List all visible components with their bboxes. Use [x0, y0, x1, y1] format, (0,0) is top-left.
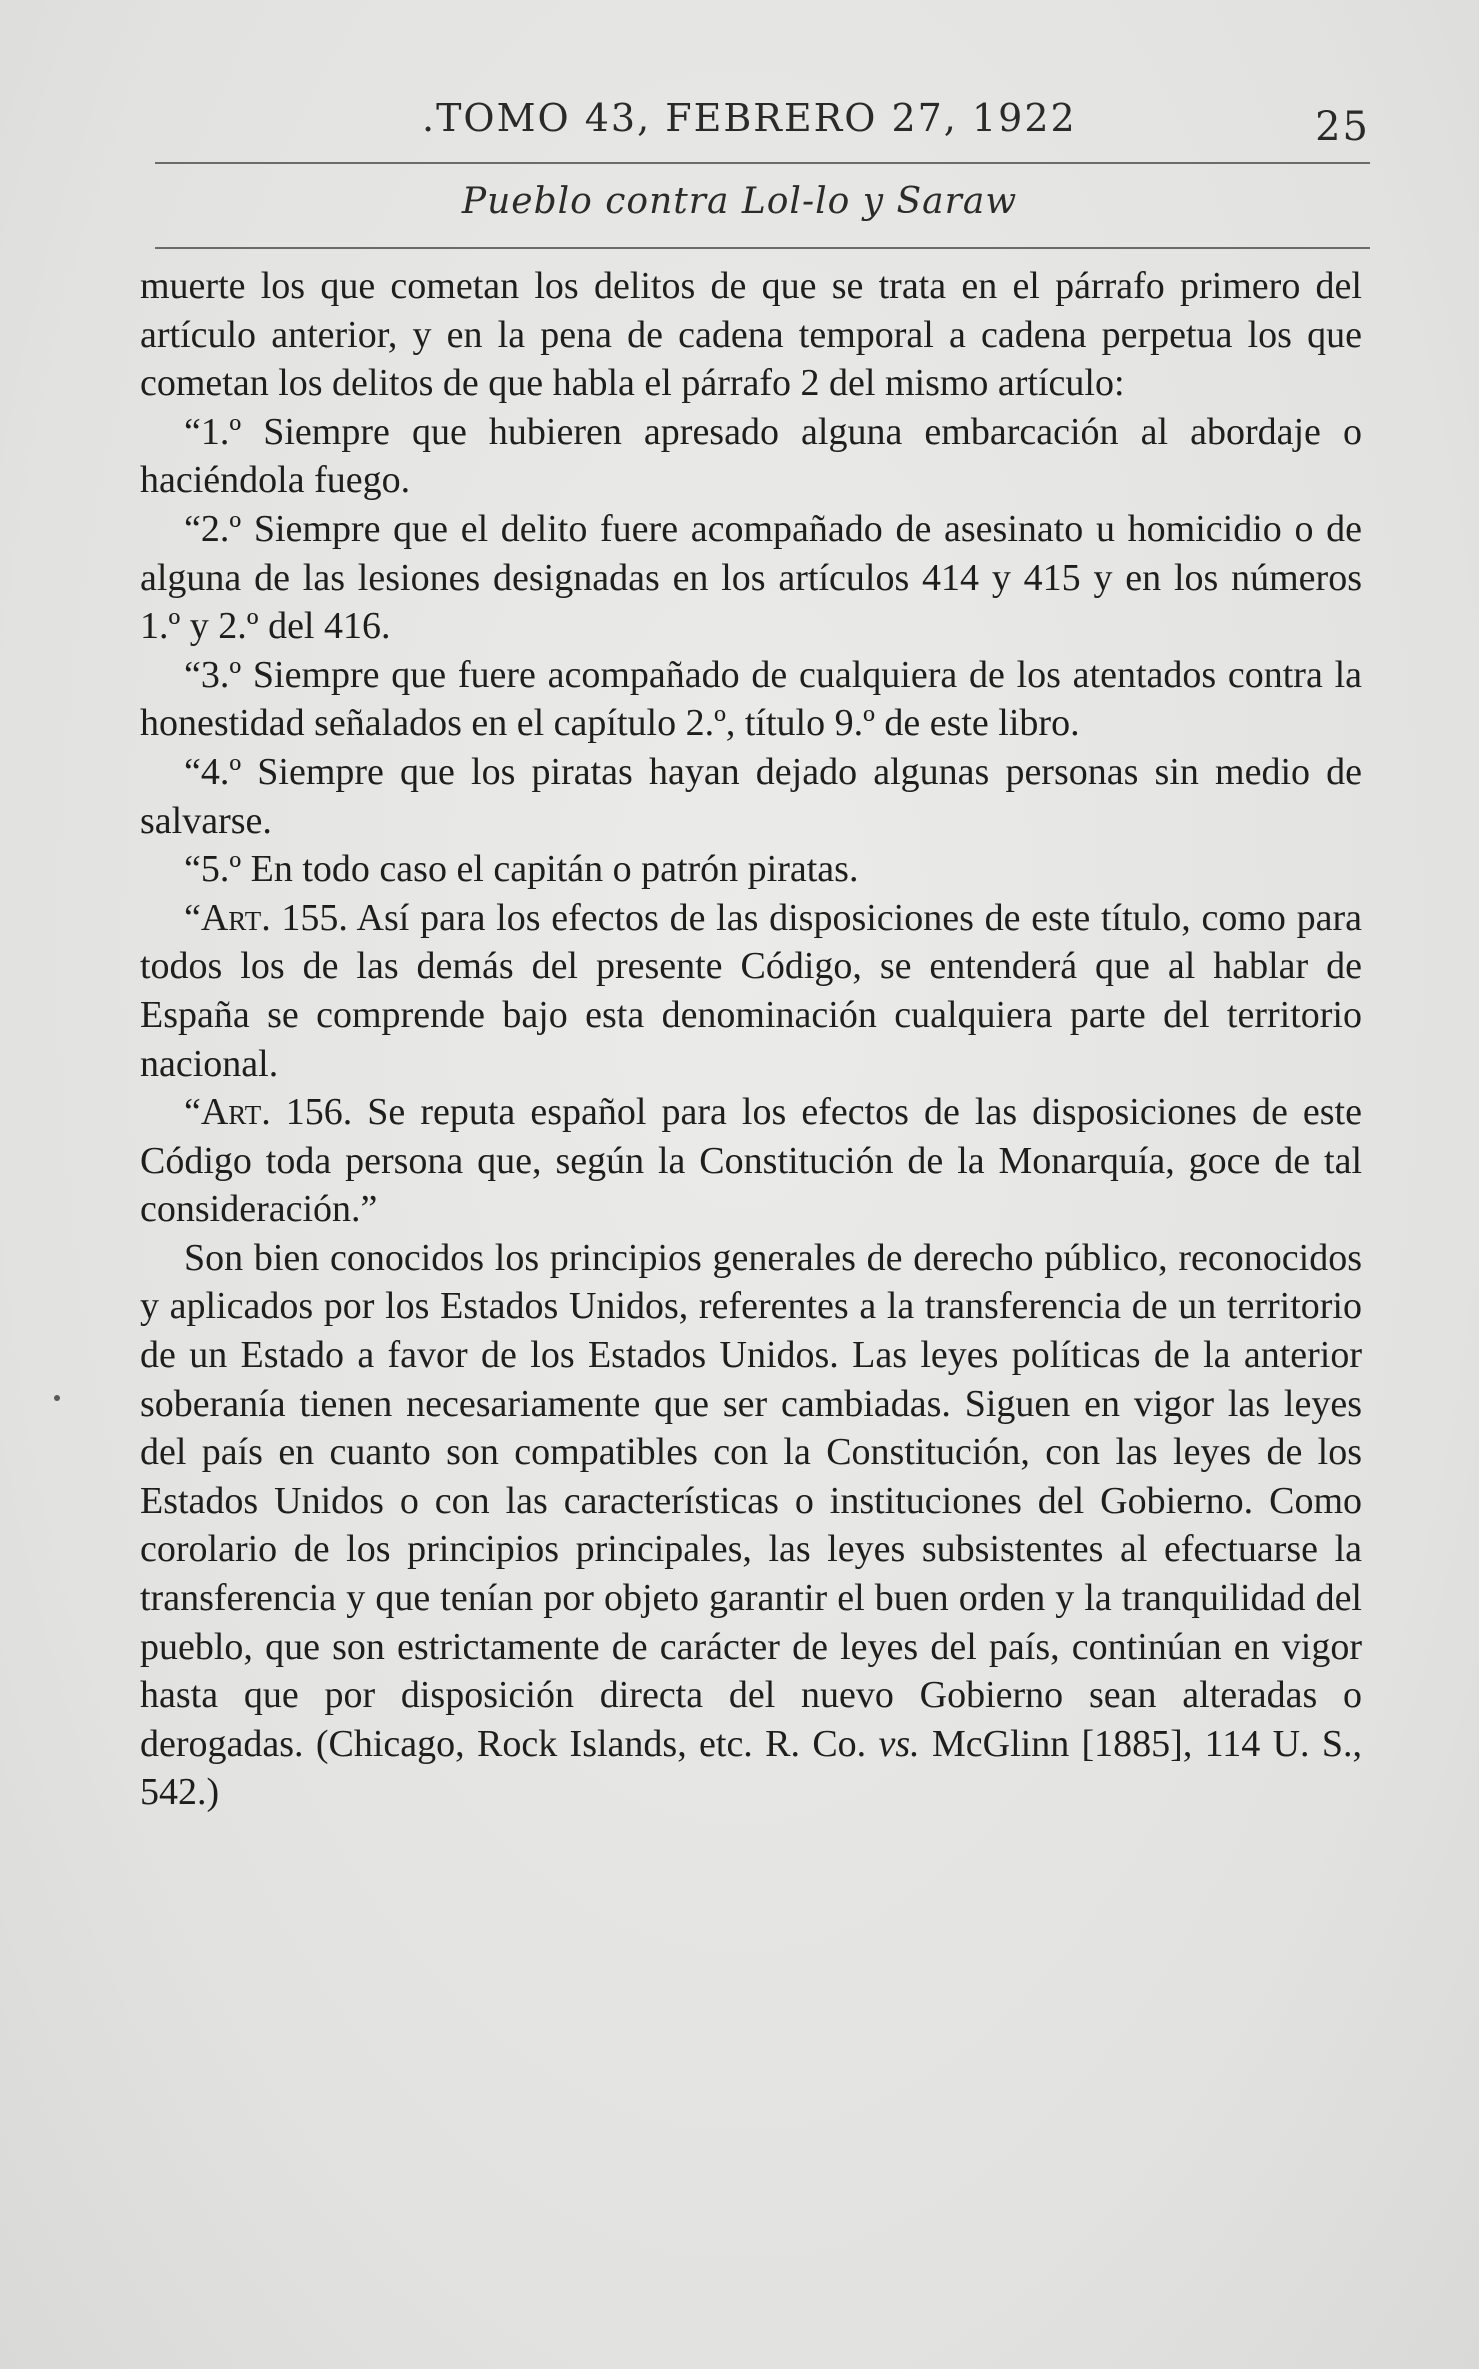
article-155: [140, 894, 1362, 1088]
closing-text-main: Son bien conocidos los principios generales de derecho público, reconocidos y aplicados por los Estados Unidos, referentes a la transferencia de un territorio de un Estado a favor de los Estados Unidos. Las leyes políticas de la anterior soberanía tienen necesariamente que ser cambiadas. Siguen en vigor las leyes del país en cuanto son compatibles con la Constitución, con las leyes de los Estados Unidos o con las características o instituciones del Gobierno. Como corolario de los principios principales, las leyes subsistentes al efectuarse la transferencia y que tenían por objeto garantir el buen orden y la tranquilidad del pueblo, que son estrictamente de carácter de leyes del país, continúan en vigor hasta que por disposición directa del nuevo Gobierno sean alteradas o derogadas. (Chicago, Rock Islands, etc. R. Co.: [140, 1236, 1362, 1765]
article-156-text: Se reputa español para los efectos de las disposiciones de este Código toda persona que, según la Constitución de la Monarquía, goce de tal consideración.”: [140, 1091, 1362, 1231]
versus-abbrev: vs.: [878, 1722, 920, 1765]
body-text: [140, 262, 1362, 1817]
header-rule-bottom: [155, 247, 1370, 249]
paragraph-continuation: muerte los que cometan los delitos de que se trata en el párrafo primero del artículo anterior, y en la pena de cadena temporal a cadena perpetua los que cometan los delitos de que habla el párrafo 2 del mismo artículo:: [140, 265, 1362, 405]
paragraph-item-2: “2.º Siempre que el delito fuere acompañado de asesinato u homicidio o de alguna de las lesiones designadas en los artículos 414 y 415 y en los números 1.º y 2.º del 416.: [140, 507, 1362, 648]
article-155-label: “Art. 155.: [184, 896, 348, 939]
closing-paragraph: [140, 1234, 1362, 1817]
article-156-label: “Art. 156.: [184, 1091, 353, 1134]
page-number: 25: [1315, 104, 1370, 150]
running-head: [150, 96, 1370, 156]
paragraph-item-3: “3.º Siempre que fuere acompañado de cualquiera de los atentados contra la honestidad señalados en el capítulo 2.º, título 9.º de este libro.: [140, 653, 1362, 745]
running-title: .TOMO 43, FEBRERO 27, 1922: [422, 96, 1077, 140]
article-155-text: Así para los efectos de las disposiciones de este título, como para todos los de las demás del presente Código, se entenderá que al hablar de España se comprende bajo esta denominación cualquiera parte del territorio nacional.: [140, 896, 1362, 1085]
margin-speck: [54, 1395, 60, 1401]
closing-text-citation: McGlinn [1885], 114 U. S., 542.): [140, 1722, 1362, 1814]
paragraph-item-5: “5.º En todo caso el capitán o patrón piratas.: [184, 848, 859, 891]
article-156: [140, 1088, 1362, 1234]
header-rule-top: [155, 162, 1370, 164]
paragraph-item-4: “4.º Siempre que los piratas hayan dejado algunas personas sin medio de salvarse.: [140, 750, 1362, 842]
case-title: Pueblo contra Lol-lo y Saraw: [461, 181, 1018, 222]
paragraph-item-1: “1.º Siempre que hubieren apresado alguna embarcación al abordaje o haciéndola fuego.: [140, 410, 1362, 502]
